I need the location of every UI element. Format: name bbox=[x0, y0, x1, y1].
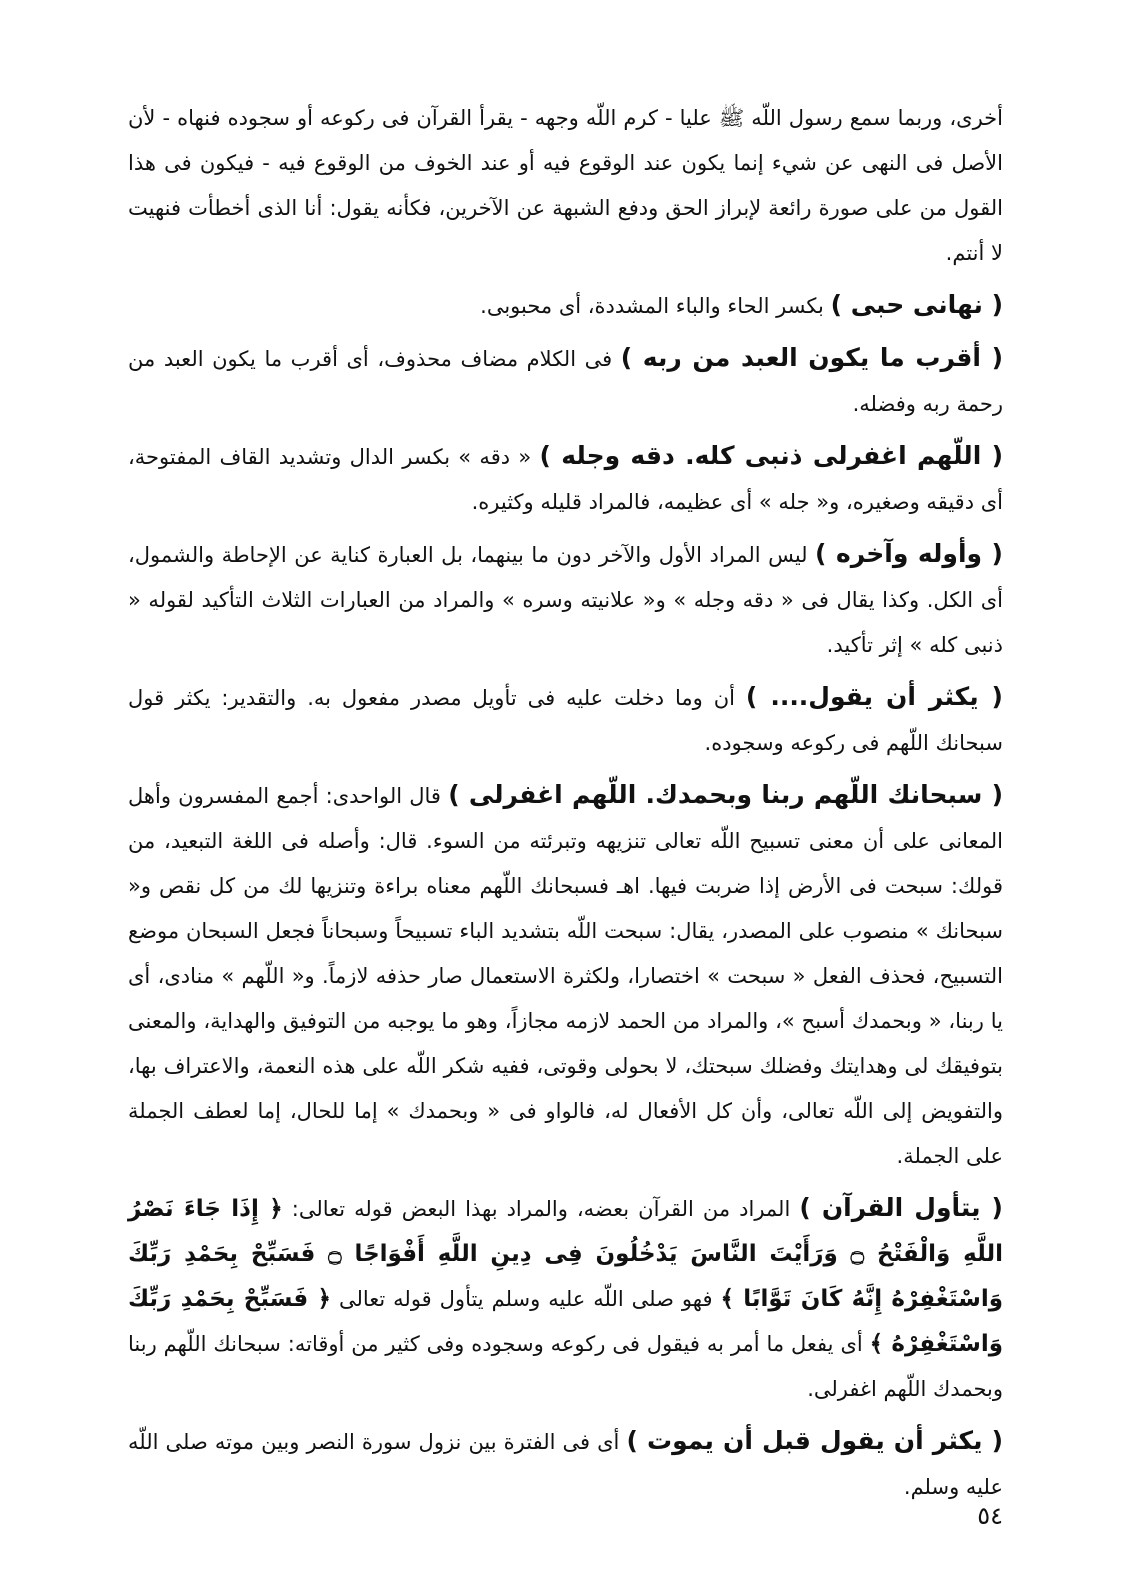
lemma-heading: ( سبحانك اللّهم ربنا وبحمدك. اللّهم اغفرلى ) bbox=[448, 780, 1003, 809]
paragraph-text: قال الواحدى: أجمع المفسرون وأهل المعانى على أن معنى تسبيح اللّه تعالى تنزيهه وتبرئته من السوء. قال: وأصله فى اللغة التبعيد، من قولك: سبحت فى الأرض إذا ضربت فيها. اهـ فسبحانك اللّهم معناه براءة وتنزيها لك من كل نقص و« سبحانك » منصوب على المصدر، يقال: سبحت اللّه بتشديد الباء تسبيحاً وسبحاناً فجعل السبحان موضع التسبيح، فحذف الفعل « سبحت » اختصارا، ولكثرة الاستعمال صار حذفه لازماً. و« اللّهم » منادى، أى يا ربنا، « وبحمدك أسبح »، والمراد من الحمد لازمه مجازاً، وهو ما يوجبه من التوفيق والهداية، والمعنى بتوفيقك لى وهدايتك وفضلك سبحتك، لا بحولى وقوتى، ففيه شكر اللّه على هذه النعمة، والاعتراف بها، والتفويض إلى اللّه تعالى، وأن كل الأفعال له، فالواو فى « وبحمدك » إما للحال، إما لعطف الجملة على الجملة. bbox=[128, 784, 1003, 1168]
paragraph-text: ليس المراد الأول والآخر دون ما بينهما، بل العبارة كناية عن الإحاطة والشمول، أى الكل. وكذا يقال فى « دقه وجله » و« علانيته وسره » والمراد من العبارات الثلاث التأكيد لقوله « ذنبى كله » إثر تأكيد. bbox=[128, 543, 1003, 657]
paragraph-yukthir bbox=[128, 674, 1003, 766]
lemma-heading: ( أقرب ما يكون العبد من ربه ) bbox=[620, 343, 1003, 372]
paragraph-qabla-yamut bbox=[128, 1418, 1003, 1510]
paragraph-yataawwal bbox=[128, 1185, 1003, 1412]
paragraph-intro bbox=[128, 96, 1003, 276]
page-number: ٥٤ bbox=[977, 1502, 1003, 1530]
paragraph-aqrab bbox=[128, 335, 1003, 427]
lemma-heading: ( وأوله وآخره ) bbox=[815, 539, 1003, 568]
paragraph-ighfir bbox=[128, 433, 1003, 525]
paragraph-text: أى فى الفترة بين نزول سورة النصر وبين موته صلى اللّه عليه وسلم. bbox=[128, 1430, 1003, 1499]
paragraph-text: فى الكلام مضاف محذوف، أى أقرب ما يكون العبد من رحمة ربه وفضله. bbox=[128, 347, 1003, 416]
quran-verse: ﴿ فَسَبِّحْ بِحَمْدِ رَبِّكَ وَاسْتَغْفِرْهُ ﴾ bbox=[128, 1286, 1003, 1357]
paragraph-nahani bbox=[128, 282, 1003, 329]
paragraph-text: فهو صلى اللّه عليه وسلم يتأول قوله تعالى bbox=[330, 1287, 721, 1311]
quran-verse: ﴿ إِذَا جَاءَ نَصْرُ اللَّهِ وَالْفَتْحُ ۝ وَرَأَيْتَ النَّاسَ يَدْخُلُونَ فِى دِينِ اللَّهِ أَفْوَاجًا ۝ فَسَبِّحْ بِحَمْدِ رَبِّكَ وَاسْتَغْفِرْهُ إِنَّهُ كَانَ تَوَّابًا ﴾ bbox=[128, 1196, 1003, 1312]
lemma-heading: ( نهانى حبى ) bbox=[830, 290, 1003, 319]
lemma-heading: ( اللّهم اغفرلى ذنبى كله. دقه وجله ) bbox=[539, 441, 1003, 470]
paragraph-text: المراد من القرآن بعضه، والمراد بهذا البعض قوله تعالى: bbox=[282, 1197, 800, 1221]
paragraph-text: بكسر الحاء والباء المشددة، أى محبوبى. bbox=[480, 294, 831, 318]
paragraph-text: أى يفعل ما أمر به فيقول فى ركوعه وسجوده وفى كثير من أوقاته: سبحانك اللّهم ربنا وبحمدك اللّهم اغفرلى. bbox=[128, 1332, 1003, 1401]
lemma-heading: ( يكثر أن يقول.... ) bbox=[745, 682, 1003, 711]
paragraph-text: أخرى، وربما سمع رسول اللّه ﷺ عليا - كرم اللّه وجهه - يقرأ القرآن فى ركوعه أو سجوده فنهاه - لأن الأصل فى النهى عن شيء إنما يكون عند الوقوع فيه أو عند الخوف من الوقوع فيه - فيكون فى هذا القول من على صورة رائعة لإبراز الحق ودفع الشبهة عن الآخرين، فكأنه يقول: أنا الذى أخطأت فنهيت لا أنتم. bbox=[128, 106, 1003, 265]
lemma-heading: ( يتأول القرآن ) bbox=[799, 1193, 1003, 1222]
paragraph-text: أن وما دخلت عليه فى تأويل مصدر مفعول به. والتقدير: يكثر قول سبحانك اللّهم فى ركوعه وسجوده. bbox=[128, 686, 1003, 755]
paragraph-subhanak bbox=[128, 772, 1003, 1179]
paragraph-awwaluhu bbox=[128, 531, 1003, 668]
paragraph-text: « دقه » بكسر الدال وتشديد القاف المفتوحة، أى دقيقه وصغيره، و« جله » أى عظيمه، فالمراد قليله وكثيره. bbox=[128, 445, 1003, 514]
lemma-heading: ( يكثر أن يقول قبل أن يموت ) bbox=[626, 1426, 1003, 1455]
